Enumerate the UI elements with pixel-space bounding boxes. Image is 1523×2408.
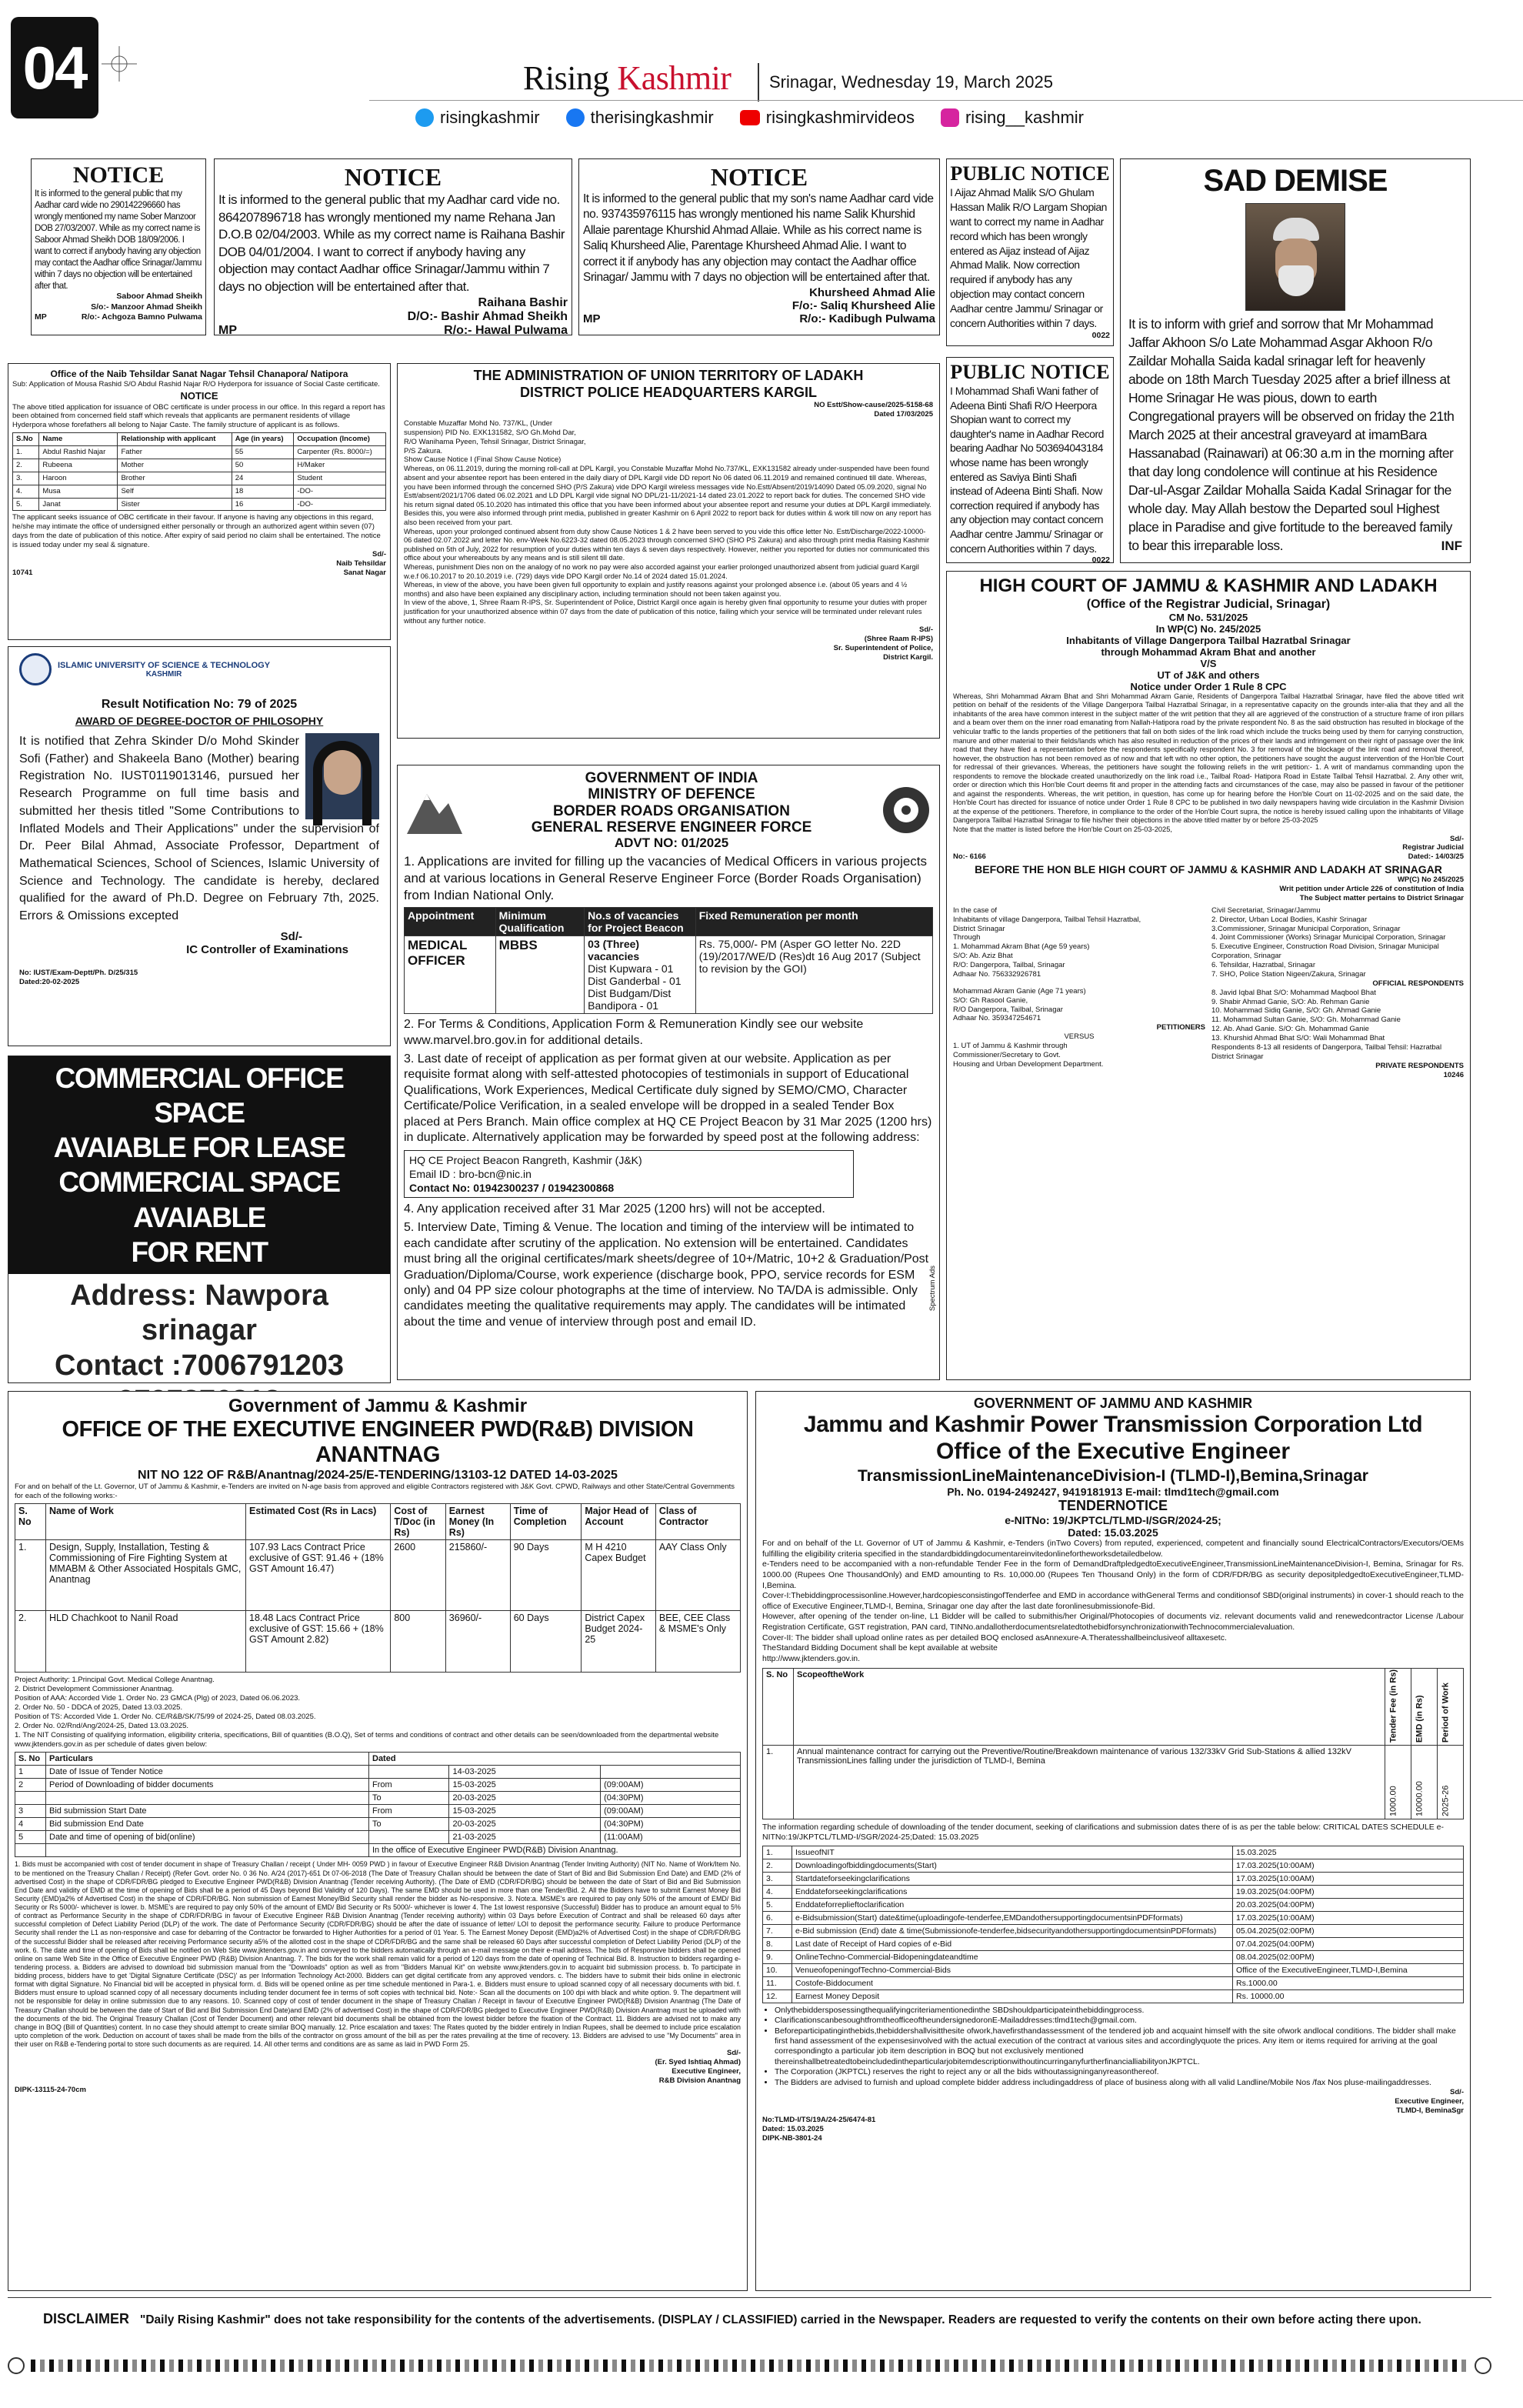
iust-place: KASHMIR [145, 669, 182, 679]
notice-code: MP [218, 323, 237, 337]
pwd-tender-notice [8, 1391, 748, 2291]
notice-title: PUBLIC NOTICE [950, 162, 1110, 185]
demise-code: INF [1441, 538, 1462, 553]
bro-emblem [879, 783, 933, 837]
tehsil-place: Sanat Nagar [343, 568, 386, 577]
tehsil-code: 10741 [12, 568, 33, 577]
pwd-terms: 1. Bids must be accompanied with cost of tender document in shape of Treasury Challan / receipt ( Under MH- 0059 PWD ) in favour of Executive Engineer R&B Division Anantnag (Tender Inviting Authority) (NIT No. Name of Work/Item No. to be mentioned on the Treasury Challan / Receipt) (Refer Govt. order No. 0 36 No. A/24 (2017)-651 Dt 07-06-2018 (The Date of Treasury Challan should be between the date of Start of Bid and Bid Submission End Date) and EMD (2% of advertised Cost) in the shape of CDR/FDR/BG pledged to Executive Engineer PWD(R&B) Division Anantnag (Tender receiving Authority). (The Date of EMD (CDR/FDR/BG) should be between the date of Start of Bid and Bid Submission End Date and validity of EMD at the time of opening of Bids shall be a period of 45 Days beyond Bid Validity of 120 Days). The same EMD should be used in more than one Tender/Bid. 2. All the Bidders have to submit Earnest Money Bid Security (EMD)a2% of Advertised Cost) in the shape of CDR/FDR/BG. Non submission of Earnest Money/Bid Security shall render the bidder as No-responsive. 3. Note:a. MSME's are required to pay only 50% of the amount of EMD/ Bid Security or Rs 5000/- whichever is lower. b. MSME's are required to pay only 50% of the amount of EMD/ Bid Security or Rs 5000/- whichever is lower 4. The 1st lowest responsive (Successful) Bidder has to produce an amount equal to 5% of contract as Performance Security in the shape of CDR/FDR/BG in favour of Executive Engineer R&B Division Anantnag (Tender receiving authority) within 03 Days before Execution of Contract and shall be released 60 days after successful completion of Defect Liability Period (DLP) of the work. The date of Performance Security (CDR/FDR/BG) should be after the date of issuance of letter/ LOI to deposit the performance security. Failure to produce Performance Security shall render the L1 as non-responsive and case for debarring of the Contractor be forwarded to Higher Authorities for a period of 01 Year. 5. The Earnest Money Deposit (EMD)a2% of Advertised Cost) in the shape of CDR/FDR/BG of the successful Bidder shall be released after receiving Performance security a5% of the allotted cost in the shape of CDR/FDR/BG and the same shall be released 60 Days after successful completion of Defect Liability Period (DLP) of the work. 6. The date and time of opening of Bids shall be notified on Web Site www.jktenders.gov.in and conveyed to the bidders automatically through an e-mail message on their e-mail address. The bids of Responsive bidders shall be opened online on same Web Site in the Office of Executive Engineer PWD (R&B) Division Anantnag. 7. The bids for the work shall remain valid for a period of 120 days from the date of opening of Technical Bid. 8. Instruction to bidders regarding e-tendering process. a. Bidders are advised to download bid submission manual from the "Downloads" option as well as from "Bidders Manual Kit" on website www.jktenders.gov.in to acquaint bid submission process. b. To participate in bidding process, bidders have to get 'Digital Signature Certificate (DSC)' as per Information Technology Act-2000. Bidders can get digital certificate from any approved vendors. c. The bidders have to submit their bids online in electronic format with digital Signature. No Financial bid will be accepted in physical form. d. Bids will be opened online as per time schedule mentioned in Para-1. e. Bidders must ensure to upload scanned copy of all necessary documents with bid. f. Bidders must ensure to upload scanned copy of all necessary documents including tender document fee in terms of soft copies with technical bid. Note:- Scan all the documents on 100 dpi with black and white option. 9. The department will not be responsible for delay in online submission due to any reasons. 10. Scanned copy of cost of tender document in the shape of Treasury Challan / Receipt in favour of Executive Engineer PWD(R&B) Division Anantnag (The Date of Treasury Challan should be between the date of Start of Bid and Bid Submission End Date)and EMD (2% of advertised Cost) in the shape of CDR/FDR/BG pledged to Executive Engineer PWD(R&B) Division Anantnag must be uploaded with the documents of the bid. The Original Treasury Challan (Cost of Tender Document) and other relevant bid documents shall be obtained from the lowest bidder before the fixation of the Contract. 11. Bidders are advised not to make any change in BOQ (Bill of Quantities) content. In no case they should attempt to create similar BOQ manually. 12. Price escalation and taxes: The Rates quoted by the bidder entirely in Indian Rupees, shall be deemed to include price escalation upto completion of the work. Deduction on account of taxes shall be made from the bills of the contractor on gross amount of the bill as per the rates prevailing at the time of recovery. 13. Bidders are advised to use "My Documents" area in their user on R&B e-Tendering portal to store such documents as are required. 14. All other terms and conditions are as same as laid in PWD Form 25. [15, 1860, 741, 2049]
masthead [523, 58, 731, 98]
hc-body: Whereas, Shri Mohammad Akram Bhat and Shri Mohammad Akram Ganie, Residents of Dangerpora Tailbal Hazratbal Srinagar, have filed the above titled writ petition on behalf of the residents of the Village Dangerpora Tailbal Hazratbal Srinagar, in a representative capacity on the grounds inter-alia that they and all the inhabitants of the area have common interest in the subject matter of the writ petition that they all are aggrieved of the construction of a structure frame of iron pillars and a beam over them on the inner road emanating from Nallah-Hatipora road by the private respondent No. 8 as the said obstruction has resulted in blockage of the vehicular traffic to the lands properties of the petitioners that fall on both sides of the link road which include the trucks being used by them for carrying construction, manure and other material to their fields/lands which has also resulted in reduction of the prices of their lands and infringement on their right of passage over the link road that they have filed a representation before the respondents specifically respondent No. 3 for removal of the blockage of the link road and removal thereof, however, the obstruction has not been removed as of now and that left with no other option, the petitioners have sought the august intervention of the Hon'ble Court for redressal of their grievances. Whereas, the petitioners have sought the following reliefs in the writ petition:- 1. A writ of mandamus commanding upon the respondents to remove the blockade created unauthorizedly on the link road i.e., Tailbal Road- Hatipora Road in Estate Tailbal Tehsil Hazratbal. 2. Any other writ, order or direction which this Hon'ble Court deems fit and proper in the attending facts and circumstances of the case, may also be passed in favour of the petitioner and against the respondents. Whereas, the writ petition, in question, has come up for hearing before the Hon'ble Court on 11-02-2025 and on the said date, the Hon'ble Court has directed for issuance of notice under Order 1 Rule 8 CPC to be published in two daily newspapers having wide circulation in the Kashmir Division at the expense of the petitioners. Therefore, in compliance to the order of the Hon'ble Court supra, the notice is hereby issued calling upon the inhabitants of Village Dangerpora Tailbal Hazratbal Srinagar to file his/her their objections in the above titled matter by or before 25-03-2025 [953, 692, 1464, 825]
commercial-address: Address: Nawpora [70, 1279, 328, 1312]
jkpt-corp: Jammu and Kashmir Power Transmission Corporation Ltd [803, 1412, 1423, 1437]
deceased-photo [1245, 203, 1345, 311]
ladakh-para-4: Whereas, in view of the above, you have been given full opportunity to explain and justify reasons against your prolonged absence i.e. (about 05 years and 4 ½ months) and also have been explained any disciplinary action, including termination should not been taken against you. [404, 581, 908, 598]
ladakh-subheading: DISTRICT POLICE HEADQUARTERS KARGIL [519, 384, 817, 400]
commercial-line-2: AVAIABLE FOR LEASE [53, 1132, 345, 1164]
ladakh-date: Dated 17/03/2025 [874, 410, 933, 419]
pwd-code: DIPK-13115-24-70cm [15, 2085, 86, 2094]
result-notification: Result Notification No: 79 of 2025 [101, 698, 298, 711]
hc-parties-right: Civil Secretariat, Srinagar/Jammu 2. Director, Urban Local Bodies, Kashir Srinagar 3.Commissioner, Srinagar Municipal Corporation, Srinagar 4. Joint Commissioner (Works) Srinagar Municipal Corporation, Srinagar 5. Executive Engineer, Construction Road Division, Srinagar Municipal Corporation, Srinagar 6. Tehsildar, Hazratbal, Srinagar 7. SHO, Police Station Nigeen/Zakura, Srinagar OFFICIAL RESPONDENTS 8. Javid Iqbal Bhat S/O: Mohammad Maqbool Bhat 9. Shabir Ahmad Ganie, S/O: Ab. Rehman Ganie 10. Mohammad Sidiq Ganie, S/O: Gh. Ahmad Ganie 11. Mohammad Sultan Ganie, S/O: Gh. Mohammad Ganie 12. Ab. Ahad Ganie. S/O: Gh. Mohammad Ganie 13. Khurshid Ahmad Bhat S/O: Wali Mohammad Bhat Respondents 8-13 all residents of Dangerpora, Tailbal Tehsil: Hazratbal District Srinagar PRIVATE RESPONDENTS [1211, 906, 1464, 1070]
hc-registrar: Registrar Judicial [1402, 843, 1464, 852]
twitter-icon [415, 108, 434, 127]
ladakh-subject: Show Cause Notice I (Final Show Cause Notice) [404, 455, 562, 465]
masthead-rising: Rising [523, 59, 618, 97]
bro-advt: ADVT NO: 01/2025 [614, 835, 729, 851]
notice-raihana [214, 158, 572, 335]
notice-title: NOTICE [344, 163, 442, 191]
jkpt-paras: For and on behalf of the Lt. Governor of UT of Jammu & Kashmir, e-Tenders (inTwo Covers) from reputed, experienced, competent and financially sound ElectricalContractors/Executors/OEMs fulfilling the eligibility criteria specified in the standardbiddingdocumentareinvitedonlinefortheworksdetailedbelow. e-Tenders need to be accompanied with a non-refundable Tender Fee in the form of DemandDraftpledgedtoExecutiveEngineer,TransmissionLineMaintenanceDivision-I, Bemina, Srinagar for Rs. 1000.00 (Rupees One ThousandOnly) and EMD amounting to Rs. 10,000.00 (Rupees Ten Thousand Only) in the form of CDR/FDR/BG as security depositpledgedtoExecutiveEngineer,TLMD-I,Bemina. Cover-I:Thebiddingprocessisonline.However,hardcopiesconsistingofTenderfee and EMD in accordance withGeneral Terms and conditionsof SBD(original instruments) in cover-1 should reach to the office of Executive Engineer,TLMD-I, Bemina, Srinagar one day after the last date foronlinesubmissionofe-Bid. However, after opening of the tender on-line, L1 Bidder will be called to submithis/her Original/Photocopies of documents viz. relevant documents valid and renewedcontractor License /Labour Registration Certificate, GST registration, PAN card, TINNo.andallotherdocumentsrelatedtothebidforsynchronizationwithTechnocommercialevaluation. Cover-II: The bidder shall upload online rates as per detailed BOQ enclosed asAnnexure-A.Theratesshallbeinclusiveof alltaxesetc. TheStandard Bidding Document shall be kept available at website http://www.jktenders.gov.in. [762, 1539, 1464, 1664]
candidate-photo [305, 733, 379, 819]
ladakh-district: District Kargil. [883, 652, 933, 662]
ladakh-para-2: Whereas, upon your prolonged continued absent from duty show Cause Notices 1 & 2 have been served to you vide this office letter No. Estt/Discharge/2022-10000-06 dated 02.07.2022 and letter No. env-Week No.6223-32 dated 08.05.2023 through concerned SHO (SHO PS Zakura) and also through print media Raising Kashmir published on 5th of July, 2022 for resumption of your duties within ten days & seven days respectively. However, neither you reported for duties nor communicated this office about your whereabouts by any means and is still silent till date. [404, 527, 930, 562]
iust-sd: Sd/- [280, 929, 302, 943]
social-bar [415, 108, 1084, 128]
bro-para-3: 3. Last date of receipt of application as per format given at our website. Application as per requisite format along with self-attested photocopies of testimonials in support of Educational Qualifications, Work Experiences, Medical Certificate duly signed by SEMO/CMO, Character Certificate/Police Verification, in a sealed envelope will be dropped in a sealed Tender Box placed at Pers Branch. Main office complex at HQ CE Project Beacon by 31 Mar 2025 (1200 hrs) in duplicate. Alternatively application may be forwarded by speed post at the following address: [404, 1052, 932, 1145]
bro-side-credit: Spectrum Ads [928, 1266, 938, 1312]
iust-body: It is notified that Zehra Skinder D/o Mohd Skinder Sofi (Father) and Shakeela Bano (Mother) bearing Registration No. IUST0119013146, pursued her Research Programme on full time basis and submitted her thesis titled "Some Contributions to Inflated Models and Their Applications" under the supervision of Dr. Peer Bilal Ahmad, Associate Professor, Department of Mathematical Sciences, School of Sciences, Islamic University of Science and Technology. The candidate is hereby, declared qualified for the award of Ph.D. Degree on February 7th, 2025. Errors & Omissions excepted [19, 735, 379, 923]
hc-cm: CM No. 531/2025 [1168, 611, 1248, 623]
commercial-space-ad [8, 1056, 391, 1383]
tehsil-footer: The applicant seeks issuance of OBC certificate in their favour. If anyone is having any objections in this regard, he/she may intimate the office of undersigned either personally or through an authorized agent within seven (07) days from the date of publication of this notice. After expiry of said period no claim shall be entertained. The notice is issued today under my seal & signature. [12, 513, 381, 550]
ladakh-designation: Sr. Superintendent of Police, [833, 644, 933, 653]
notice-residence: R/o:- Hawal Pulwama [444, 323, 568, 337]
notice-code: MP [35, 312, 47, 322]
pwd-notes: Project Authority: 1.Principal Govt. Medical College Anantnag. 2. District Development Commissioner Anantnag. Position of AAA: Accorded Vide 1. Order No. 23 GMCA (Plg) of 2023, Dated 06.06.2023. 2. Order No. 50 - DDCA of 2025, Dated 13.03.2025. Position of TS: Accorded Vide 1. Order No. CE/R&B/SK/75/99 of 2024-25, Dated 08.03.2025. 2. Order No. 02/Rnd/Ang/2024-25, Dated 13.03.2025. 1. The NIT Consisting of qualifying information, eligibility criteria, specifications, Bill of quantities (B.O.Q), Set of terms and conditions of contract and other details can be seen/downloaded from the departmental website www.jktenders.gov.in as per schedule of dates given below: [15, 1676, 719, 1749]
award-heading: AWARD OF DEGREE-DOCTOR OF PHILOSOPHY [75, 715, 324, 727]
iust-notification [8, 646, 391, 1046]
jkpt-work-table: S. No ScopeoftheWork Tender Fee (in Rs) EMD (in Rs) Period of Work 1. Annual maintenance contract for carrying out the Preventive/Routine/Breakdown maintenance of various 132/33kV Grid Sub-Stations & allied 132kV TransmissionLines falling under the jurisdiction of TLMD-I, Bemina 1000.00 10000.00 2025-26 [762, 1668, 1464, 1819]
demise-body: It is to inform with grief and sorrow that Mr Mohammad Jaffar Akhoon S/o Late Mohammad Asgar Akhoon R/o Zaildar Mohalla Saida kadal srinagar left for heavenly abode on 18th March Tuesday 2025 after a brief illness at Home Srinagar He was pious, down to earth Congregational prayers will be observed on friday the 21th March 2025 at their ancestral graveyard at imamBara Hassanabad (Rainawari) at 06:30 a.m in the morning after that day long condolence will continue at his Residence Dar-ul-Asgar Zaildar Mohalla Saida Kadal Srinagar for the whole day. May Allah bestow the Departed soul Highest place in Paradise and give fortitude to the bereaved family to bear this irreparable loss. [1128, 316, 1455, 553]
hc-note: Note that the matter is listed before the Hon'ble Court on 25-03-2025, [953, 825, 1172, 833]
bro-org: BORDER ROADS ORGANISATION [553, 802, 790, 819]
ladakh-signatory: (Shree Raam R-IPS) [864, 635, 933, 644]
hc-heading: HIGH COURT OF JAMMU & KASHMIR AND LADAKH [979, 575, 1438, 596]
commercial-city: srinagar [142, 1314, 257, 1347]
twitter-handle[interactable]: risingkashmir [440, 108, 540, 127]
hc-petitioners: Inhabitants of Village Dangerpora Tailbal Hazratbal Srinagar [1066, 634, 1351, 646]
pwd-division: R&B Division Anantnag [658, 2076, 741, 2085]
hc-office: (Office of the Registrar Judicial, Srinagar) [1086, 597, 1331, 611]
public-notice-aijaz [946, 158, 1114, 346]
hc-before: BEFORE THE HON BLE HIGH COURT OF JAMMU & KASHMIR AND LADAKH AT SRINAGAR [975, 863, 1442, 876]
jkpt-ref: No:TLMD-I/TS/19A/24-25/6474-81 [762, 2115, 876, 2124]
jkpt-sd: Sd/- [1450, 2088, 1464, 2097]
bro-para-2: 2. For Terms & Conditions, Application Form & Remuneration Kindly see our website www.marvel.bro.gov.in for additional details. [404, 1018, 864, 1048]
disclaimer [43, 2311, 1458, 2327]
notice-body: I Aijaz Ahmad Malik S/O Ghulam Hassan Malik R/O Largam Shopian want to correct my name in Aadhar record which has been wrongly entered as Aijaz instead of Aijaz Ahmad Malik. Now correction required if anybody has any objection may contact concern Aadhar centre Jammu/ Srinagar or concern Authorities within 7 days. [950, 186, 1107, 330]
disclaimer-text: "Daily Rising Kashmir" does not take responsibility for the contents of the advertisements. (DISPLAY / CLASSIFIED) carried in the Newspaper. Readers are requested to verify the contents on their own before acting there upon. [140, 2313, 1421, 2326]
bro-para-1: 1. Applications are invited for filling up the vacancies of Medical Officers in various projects and at various locations in General Reserve Engineer Force (Border Roads Organisation) from Indian National Only. [404, 854, 928, 903]
tehsil-sd: Sd/- [372, 549, 386, 559]
jkpt-nit: e-NITNo: 19/JKPTCL/TLMD-I/SGR/2024-25; [1005, 1514, 1221, 1526]
tehsil-heading: Office of the Naib Tehsildar Sanat Nagar Tehsil Chanapora/ Natipora [50, 369, 348, 379]
jkpt-date: Dated: 15.03.2025 [1068, 1526, 1158, 1539]
bro-force: GENERAL RESERVE ENGINEER FORCE [531, 819, 812, 835]
tehsil-subject: Sub: Application of Mousa Rashid S/O Abdul Rashid Najar R/O Hyderpora for issuance of Social Caste certificate. [12, 380, 380, 389]
pwd-govt: Government of Jammu & Kashmir [228, 1396, 528, 1416]
jkpt-govt: GOVERNMENT OF JAMMU AND KASHMIR [973, 1396, 1253, 1411]
disclaimer-label: DISCLAIMER [43, 2311, 129, 2326]
youtube-icon [740, 110, 760, 125]
ladakh-sd: Sd/- [919, 625, 933, 635]
pwd-intro: For and on behalf of the Lt. Governor, UT of Jammu & Kashmir, e-Tenders are invited on N-age basis from approved and eligible Contractors registered with J&K Govt. CPWD, Railways and other State/Central Governments for each of the following works:- [15, 1482, 735, 1500]
pwd-designation: Executive Engineer, [672, 2066, 741, 2076]
ladakh-para-3: Whereas, punishment Dies non on the analogy of no work no pay were also accorded against your earlier prolonged unauthorized absent from judicial guard Kargil w.e.f 06.10.2017 to 20.10.2019 i.e. (729) days vide DPO Kargil order No.14 of 2024 dated 15.01.2024. [404, 563, 919, 580]
notice-saboor [31, 158, 206, 335]
ladakh-addressee: Constable Muzaffar Mohd No. 737/KL, (Under suspension) PID No. EXK131582, S/O Gh.Mohd Dar, R/O Wanihama Pyeen, Tehsil Srinagar, District Srinagar, P/S Zakura. [404, 419, 586, 455]
notice-khursheed [578, 158, 940, 335]
pwd-nit: NIT NO 122 OF R&B/Anantnag/2024-25/E-TENDERING/13103-12 DATED 14-03-2025 [138, 1468, 618, 1482]
ladakh-ref: NO Estt/Show-cause/2025-5158-68 [814, 401, 933, 410]
notice-residence: R/o:- Kadibugh Pulwama [799, 312, 935, 325]
hc-date: Dated:- 14/03/25 [1408, 852, 1464, 862]
page-number-badge: 04 [11, 17, 98, 118]
color-registration-bar [8, 2356, 1491, 2376]
hc-respondents: UT of J&K and others [1157, 669, 1260, 681]
demise-title: SAD DEMISE [1203, 164, 1388, 198]
pwd-works-table: S. No Name of Work Estimated Cost (Rs in Lacs) Cost of T/Doc (in Rs) Earnest Money (In Rs) Time of Completion Major Head of Account Class of Contractor 1. Design, Supply, Installation, Testing & Commissioning of Fire Fighting System at MMABM & Other Associated Hospitals GMC, Anantnag 107.93 Lacs Contract Price exclusive of GST: 91.46 + (18% GST Amount 16.47) 2600 215860/- 90 Days M H 4210 Capex Budget AAY Class Only 2. HLD Chachkoot to Nanil Road 18.48 Lacs Contract Price exclusive of GST: 15.66 + (18% GST Amount 2.82) 800 36960/- 60 Days District Capex Budget 2024-25 BEE, CEE Class & MSME's Only [15, 1503, 741, 1673]
jkpt-sched-intro: The information regarding schedule of downloading of the tender document, seeking of clarifications and submission dates there of is as per the table below: CRITICAL DATES SCHEDULE e-NITNo:19/JKPTCL/TLMD-I/SGR/2024-25;Dated: 15.03.2025 [762, 1822, 1444, 1843]
notice-signature: Saboor Ahmad Sheikh [116, 292, 202, 302]
hc-no: No:- 6166 [953, 852, 986, 862]
hc-wp: In WP(C) No. 245/2025 [1155, 622, 1261, 635]
commercial-line-1: COMMERCIAL OFFICE SPACE [55, 1062, 344, 1129]
commercial-line-4: FOR RENT [131, 1236, 268, 1268]
jkpt-office-sign: TLMD-I, BeminaSgr [1396, 2106, 1464, 2115]
facebook-handle[interactable]: therisingkashmir [590, 108, 714, 127]
notice-title: PUBLIC NOTICE [950, 361, 1110, 383]
sad-demise [1120, 158, 1471, 563]
hc-wp3: Writ petition under Article 226 of constitution of India [1279, 885, 1464, 894]
bro-govt: GOVERNMENT OF INDIA [585, 770, 758, 786]
jkptcl-tender-notice [755, 1391, 1471, 2291]
dateline: Srinagar, Wednesday 19, March 2025 [769, 72, 1053, 92]
notice-code: 0022 [1091, 555, 1110, 565]
notice-code: MP [583, 312, 601, 325]
hc-through: through Mohammad Akram Bhat and another [1101, 645, 1316, 658]
iust-ref: No: IUST/Exam-Deptt/Ph. D/25/315 [19, 968, 138, 977]
bro-para-4: 4. Any application received after 31 Mar 2025 (1200 hrs) will not be accepted. [404, 1202, 825, 1216]
notice-title: NOTICE [72, 162, 165, 188]
tehsil-notice [8, 363, 391, 640]
notice-residence: R/o:- Achgoza Bamno Pulwama [81, 312, 202, 322]
iust-logo [19, 653, 52, 685]
bro-recruitment-ad [397, 765, 940, 1380]
tehsil-body: The above titled application for issuance of OBC certificate is under process in our office. In this regard a report has been obtained from concerned field staff which reveals that applicants are permanent residents of village Hyderpora whose forefathers all belong to Najar Caste. The family structure of applicant is as follows. [12, 402, 385, 430]
instagram-icon [941, 108, 959, 127]
notice-signature: Khursheed Ahmad Alie [809, 285, 935, 299]
hc-code: 10246 [1443, 1070, 1464, 1079]
ladakh-heading: THE ADMINISTRATION OF UNION TERRITORY OF LADAKH [473, 368, 864, 383]
notice-body: I Mohammad Shafi Wani father of Adeena Binti Shafi R/O Heerpora Shopian want to correct my daughter's name in Aadhar Record bearing Aadhar No 503694043184 whose name has been wrongly entered as Saviya Binti Shafi instead of Adeena Binti Shafi. Now correction required if anybody has any objection may contact concern Aadhar centre Jammu/ Srinagar or concern Authorities within 7 days. [950, 385, 1104, 555]
notice-code: 0022 [1091, 330, 1110, 340]
notice-parentage: D/O:- Bashir Ahmad Sheikh [407, 309, 568, 323]
jkpt-tender-title: TENDERNOTICE [1058, 1498, 1168, 1513]
jkpt-division: TransmissionLineMaintenanceDivision-I (TLMD-I),Bemina,Srinagar [858, 1467, 1368, 1485]
bro-ministry: MINISTRY OF DEFENCE [588, 786, 755, 803]
tehsil-title: NOTICE [180, 390, 218, 402]
ladakh-para-1: Whereas, on 06.11.2019, during the morning roll-call at DPL Kargil, you Constable Muzaffar Mohd No.737/KL, EXK131582 already under-suspended have been found absent and your absentee report has been entered in the daily diary of DPL Kargil vide DD report No 06 dated 06.11.2019 and remained continued till date. Whereas, you have been informed through the concerned SHO (P/S Zakura) vide DPO Kargil wireless messages vide No.Estt/Absent/2019/14090 Dated 05.09.2020, signal No Estt/absent/2021/1706 dated 06.02.2021 and LD DPL Kargil vide signal NO DPL/21-11/2021-14 dated 23.01.2022 to report back for duties. The concerned SHO vide his return signal dated 05.10.2020 has intimated this office that you have been informed about your absentee report and resume your duties at DPL Kargil immediately. Besides this, you were also informed through print media, published in greater Kashmir on 6 April 2022 to report back for duties within & work till now on any report has also been received from your part. [404, 465, 931, 526]
notice-parentage: S/o:- Manzoor Ahmad Sheikh [91, 302, 202, 312]
high-court-notice [946, 571, 1471, 1380]
mountain-logo [404, 783, 464, 837]
jkpt-schedule-table: 1. IssueofNIT 15.03.2025 2. Downloadingofbiddingdocuments(Start) 17.03.2025(10:00AM) 3. Startdateforseekingclarifications 17.03.2025(10:00AM) 4. Enddateforseekingclarifications 19.03.2025(04:00PM) 5. Enddateforreplieftoclarification 20.03.2025(04:00PM) 6. e-Bidsubmission(Start) date&time(uploadingofe-tenderfee,EMDandothersupportingdocumentsinPDFformats) 17.03.2025(10:00AM) 7. e-Bid submission (End) date & time(Submissionofe-tenderfee,bidsecurityandothersupportingdocumentsinPDFformats) 05.04.2025(02:00PM) 8. Last date of Receipt of Hard copies of e-Bid 07.04.2025(04:00PM) 9. OnlineTechno-Commercial-Bidopeningdateandtime 08.04.2025(02:00PM) 10. VenueofopeningofTechno-Commercial-Bids Office of the ExecutiveEngineer,TLMD-I,Bemina 11. Costofe-Biddocument Rs.1000.00 12. Earnest Money Deposit Rs. 10000.00 [762, 1846, 1464, 2003]
ladakh-police-notice [397, 363, 940, 739]
pwd-schedule-table: S. No Particulars Dated 1 Date of Issue of Tender Notice 14-03-2025 2 Period of Downloading of bidder documents From 15-03-2025 (09:00AM) To 20-03-2025 (04:30PM) 3 Bid submission Start Date From 15-03-2025 (09:00AM) 4 Bid submission End Date To 20-03-2025 (04:30PM) 5 Date and time of opening of bid(online) 21-03-2025 (11:00AM) In the office of Executive Engineer PWD(R&B) Division Anantnag. [15, 1752, 741, 1857]
public-notice-shafi [946, 357, 1114, 563]
bro-address-box: HQ CE Project Beacon Rangreth, Kashmir (J&K) Email ID : bro-bcn@nic.in Contact No: 01942300237 / 01942300868 [404, 1150, 854, 1199]
hc-order: Notice under Order 1 Rule 8 CPC [1130, 680, 1287, 692]
hc-parties-left: In the case of Inhabitants of village Dangerpora, Tailbal Tehsil Hazratbal, District Srinagar Through 1. Mohammad Akram Bhat (Age 59 years) S/O: Ab. Aziz Bhat R/O: Dangerpora, Tailbal, Srinagar Adhaar No. 756332926781 Mohammad Akram Ganie (Age 71 years) S/O: Gh Rasool Ganie, R/O Dangerpora, Tailbal, Srinagar Adhaar No. 359347254671 PETITIONERS VERSUS 1. UT of Jammu & Kashmir through Commissioner/Secretary to Govt. Housing and Urban Development Department. [953, 906, 1205, 1069]
jkpt-bullets: • Onlythebiddersposessingthequalifyingcriteriamentionedinthe SBDshouldparticipateinthebiddingprocess. • ClarificationscanbesoughtfromtheofficeoftheundersignedoronE-Mailaddresses:tlmd1tech@gmail.com. • Beforeparticipatinginthebids,thebiddershallvisitthesite ofwork,havefirsthandassessment of the tendered job and acquaint himself with the site ofwork andlocal conditions. The bidder shall make first hand assessment of the expensesinvolved with the actual execution of the contract at various sites and accordinglyquote the prices. Any item or items required for arriving at the goal correspondingto a particular job item description in BOQ but not exclusively mentioned thereinshallbetreatedtobeincludedintheparticularjobitemdescriptionwithoutincurringanyfurtherfinancialliabilityonJKPTCL. • The Corporation (JKPTCL) reserves the right to reject any or all the bids withoutassigninganyreasonthereof. • The Bidders are advised to furnish and upload complete bidder address includingaddress of place of business along with all valid Landline/Mobile Nos /fax Nos pluse-mailingaddresses. [762, 2006, 1464, 2089]
jkpt-phone: Ph. No. 0194-2492427, 9419181913 E-mail: tlmd1tech@gmail.com [947, 1486, 1279, 1498]
facebook-icon [566, 108, 585, 127]
notice-title: NOTICE [710, 163, 808, 191]
notice-parentage: F/o:- Saliq Khursheed Alie [791, 298, 935, 312]
notice-signature: Raihana Bashir [478, 295, 568, 309]
hc-wp4: The Subject matter pertains to District Srinagar [1299, 893, 1464, 902]
registration-marks [102, 46, 137, 82]
tehsil-signatory: Naib Tehsildar [336, 559, 386, 568]
notice-body: It is informed to the general public that my Aadhar card vide no. 864207896718 has wrongly mentioned my name Rehana Jan D.O.B 02/04/2003. While as my correct name is Raihana Bashir DOB 04/01/2004. I want to correct if anybody having any objection may contact Aadhar office Srinagar/Jammu within 7 days no objection will be entertained after that. [218, 192, 565, 295]
hc-wp2: WP(C) No 245/2025 [1397, 875, 1464, 885]
bro-para-5: 5. Interview Date, Timing & Venue. The location and timing of the interview will be intimated to each candidate after scrutiny of the application. No extension will be entertained. Candidates must bring all the original certificates/mark sheets/degree of 10+/Matric, 10+2 & Graduation/Post Graduation/Diploma/Course, work experience (discharge book, PPO, service records for ESM only) and 04 PP size colour photographs at the time of interview. No TA/DA is admissible. Only candidates meeting the qualitative requirements may apply. The candidates will be intimated about the time and venue of interview through post and email ID. [404, 1221, 929, 1329]
notice-body: It is informed to the general public that my son's name Aadhar card vide no. 937435976115 has wrongly mentioned his name Salik Khurshid Allaie parentage Khurshid Ahmad Allaie. While as his correct name is Saliq Khursheed Alie, Parentage Khursheed Ahmad Alie. I want to correct it if anybody has any objection may contact the Aadhar office Srinagar/ Jammu with 7 days no objection will be entertained after that. [583, 192, 934, 285]
masthead-kashmir: Kashmir [617, 59, 732, 97]
instagram-handle[interactable]: rising__kashmir [965, 108, 1085, 127]
family-table: S.No Name Relationship with applicant Age (in years) Occupation (Income) 1. Abdul Rashid Najar Father 55 Carpenter (Rs. 8000/=) 2. Rubeena Mother 50 H/Maker 3. Haroon Brother 24 Student 4. Musa Self 18 -DO- 5. Janat Sister 16 -DO- [12, 432, 386, 511]
iust-name: ISLAMIC UNIVERSITY OF SCIENCE & TECHNOLOGY [58, 660, 271, 670]
jkpt-office: Office of the Executive Engineer [935, 1438, 1291, 1464]
iust-date: Dated:20-02-2025 [19, 977, 80, 986]
iust-signatory: IC Controller of Examinations [186, 942, 348, 956]
pwd-sd: Sd/- [727, 2049, 741, 2058]
commercial-contact: Contact :7006791203 [55, 1349, 344, 1382]
bro-vacancy-table: Appointment Minimum Qualification No.s of vacancies for Project Beacon Fixed Remuneration per month MEDICAL OFFICER MBBS 03 (Three) vacancies Dist Kupwara - 01 Dist Ganderbal - 01 Dist Budgam/Dist Bandipora - 01 Rs. 75,000/- PM (Asper GO letter No. 22D (19)/2017/WE/D (Res)dt 16 Aug 2017 (Subject to revision by the GOI) [404, 907, 933, 1014]
ladakh-para-5: In view of the above, 1, Shree Raam R-IPS, Sr. Superintendent of Police, District Kargil once again is hereby given final opportunity to resume your duties with proper justification for your unauthorized absence within 07 days from the date of publication of this notice, failing which your service will be terminated under relevant rules without any further notice. [404, 599, 928, 625]
hc-sd: Sd/- [1450, 834, 1464, 843]
notice-body: It is informed to the general public that my Aadhar card wide no 290142296660 has wrongly mentioned my name Sober Manzoor DOB 27/03/2007. While as my correct name is Saboor Ahmad Sheikh DOB 18/09/2006. I want to correct if anybody having any objection may contact the Aadhar office Srinagar/Jammu within 7 days no objection will be entertained after that. [35, 189, 202, 291]
jkpt-ref-date: Dated: 15.03.2025 [762, 2124, 824, 2133]
hc-versus: V/S [1200, 657, 1217, 669]
pwd-signatory: (Er. Syed Ishtiaq Ahmad) [655, 2058, 741, 2067]
commercial-line-3: COMMERCIAL SPACE AVAIABLE [58, 1166, 340, 1233]
youtube-handle[interactable]: risingkashmirvideos [765, 108, 915, 127]
jkpt-signatory: Executive Engineer, [1395, 2097, 1464, 2106]
jkpt-dipk: DIPK-NB-3801-24 [762, 2133, 822, 2143]
pwd-office: OFFICE OF THE EXECUTIVE ENGINEER PWD(R&B) DIVISION ANANTNAG [62, 1417, 694, 1468]
